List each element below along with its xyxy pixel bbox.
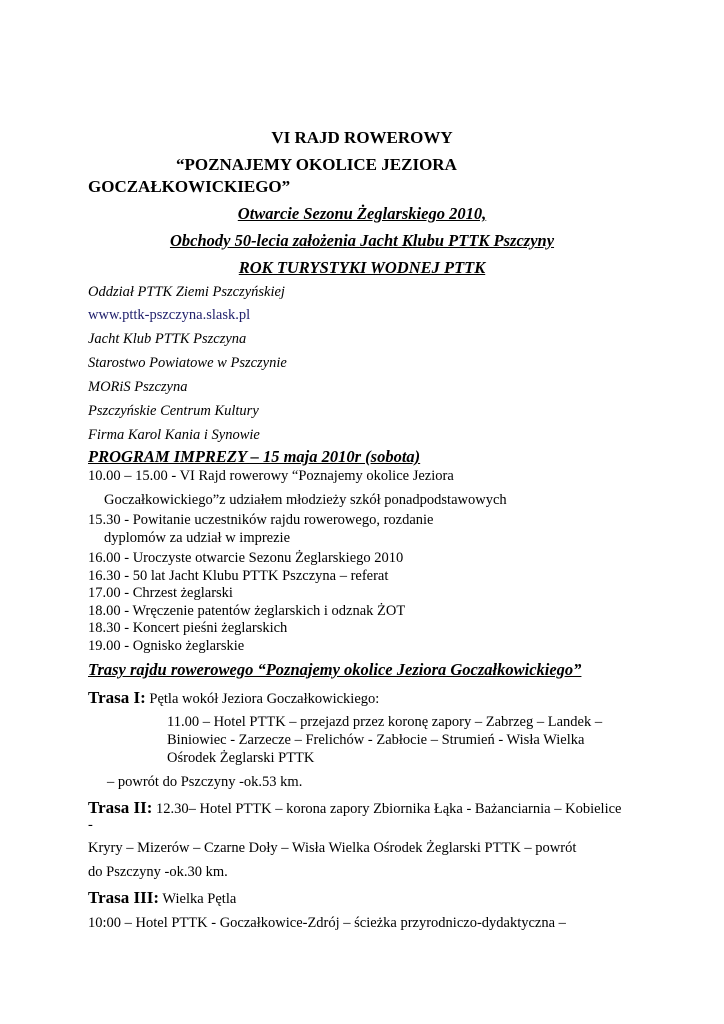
organizer-moris: MORiS Pszczyna	[88, 379, 188, 395]
program-heading: PROGRAM IMPREZY – 15 maja 2010r (sobota)	[88, 447, 421, 466]
organizer-yacht-club: Jacht Klub PTTK Pszczyna	[88, 331, 247, 347]
route-2-detail: Kryry – Mizerów – Czarne Doły – Wisła Wielka Ośrodek Żeglarski PTTK – powrót	[88, 840, 577, 856]
program-item: 17.00 - Chrzest żeglarski	[88, 585, 233, 601]
route-1-detail: Ośrodek Żeglarski PTTK	[167, 750, 315, 766]
route-3-intro: Wielka Pętla	[162, 891, 237, 907]
subtitle-water-tourism-year: ROK TURYSTYKI WODNEJ PTTK	[238, 258, 486, 277]
subtitle-season-opening: Otwarcie Sezonu Żeglarskiego 2010,	[237, 204, 487, 223]
subtitle-anniversary: Obchody 50-lecia założenia Jacht Klubu PTTK Pszczyny	[169, 231, 555, 250]
organizer-company: Firma Karol Kania i Synowie	[88, 427, 260, 443]
organizer-starostwo: Starostwo Powiatowe w Pszczynie	[88, 355, 287, 371]
program-item: 16.00 - Uroczyste otwarcie Sezonu Żeglarskiego 2010	[88, 550, 404, 566]
organizer-culture-center: Pszczyńskie Centrum Kultury	[88, 403, 259, 419]
route-2-dash: -	[88, 817, 93, 833]
route-3-row	[88, 888, 236, 908]
program-item: Goczałkowickiego”z udziałem młodzieży szkół ponadpodstawowych	[104, 492, 507, 508]
route-1-intro: Pętla wokół Jeziora Goczałkowickiego:	[149, 691, 380, 707]
title-line-3: GOCZAŁKOWICKIEGO”	[88, 177, 291, 196]
program-item: 19.00 - Ognisko żeglarskie	[88, 638, 245, 654]
organizer-website-link[interactable]: www.pttk-pszczyna.slask.pl	[88, 307, 251, 323]
program-item: 18.30 - Koncert pieśni żeglarskich	[88, 620, 288, 636]
title-line-1: VI RAJD ROWEROWY	[271, 128, 453, 147]
route-2-return: do Pszczyny -ok.30 km.	[88, 864, 228, 880]
program-item: dyplomów za udział w imprezie	[104, 530, 291, 546]
program-item: 10.00 – 15.00 - VI Rajd rowerowy “Poznajemy okolice Jeziora	[88, 468, 454, 484]
routes-heading: Trasy rajdu rowerowego “Poznajemy okolice Jeziora Goczałkowickiego”	[88, 660, 582, 679]
program-item: 18.00 - Wręczenie patentów żeglarskich i odznak ŻOT	[88, 603, 406, 619]
route-2-intro: 12.30– Hotel PTTK – korona zapory Zbiornika Łąka - Bażanciarnia – Kobielice	[156, 801, 622, 817]
route-3-label: Trasa III:	[88, 888, 159, 907]
route-1-return: – powrót do Pszczyny -ok.53 km.	[107, 774, 303, 790]
route-1-detail: 11.00 – Hotel PTTK – przejazd przez koronę zapory – Zabrzeg – Landek –	[167, 714, 603, 730]
route-2-label: Trasa II:	[88, 798, 153, 817]
program-item: 16.30 - 50 lat Jacht Klubu PTTK Pszczyna – referat	[88, 568, 389, 584]
route-1-row	[88, 688, 379, 708]
route-1-detail: Biniowiec - Zarzecze – Frelichów - Zabłocie – Strumień - Wisła Wielka	[167, 732, 585, 748]
title-line-2: “POZNAJEMY OKOLICE JEZIORA	[176, 155, 457, 174]
route-3-detail: 10:00 – Hotel PTTK - Goczałkowice-Zdrój – ścieżka przyrodniczo-dydaktyczna –	[88, 915, 566, 931]
route-1-label: Trasa I:	[88, 688, 146, 707]
organizer-pttk-branch: Oddział PTTK Ziemi Pszczyńskiej	[88, 284, 285, 300]
route-2-row	[88, 798, 621, 818]
program-item: 15.30 - Powitanie uczestników rajdu rowerowego, rozdanie	[88, 512, 434, 528]
